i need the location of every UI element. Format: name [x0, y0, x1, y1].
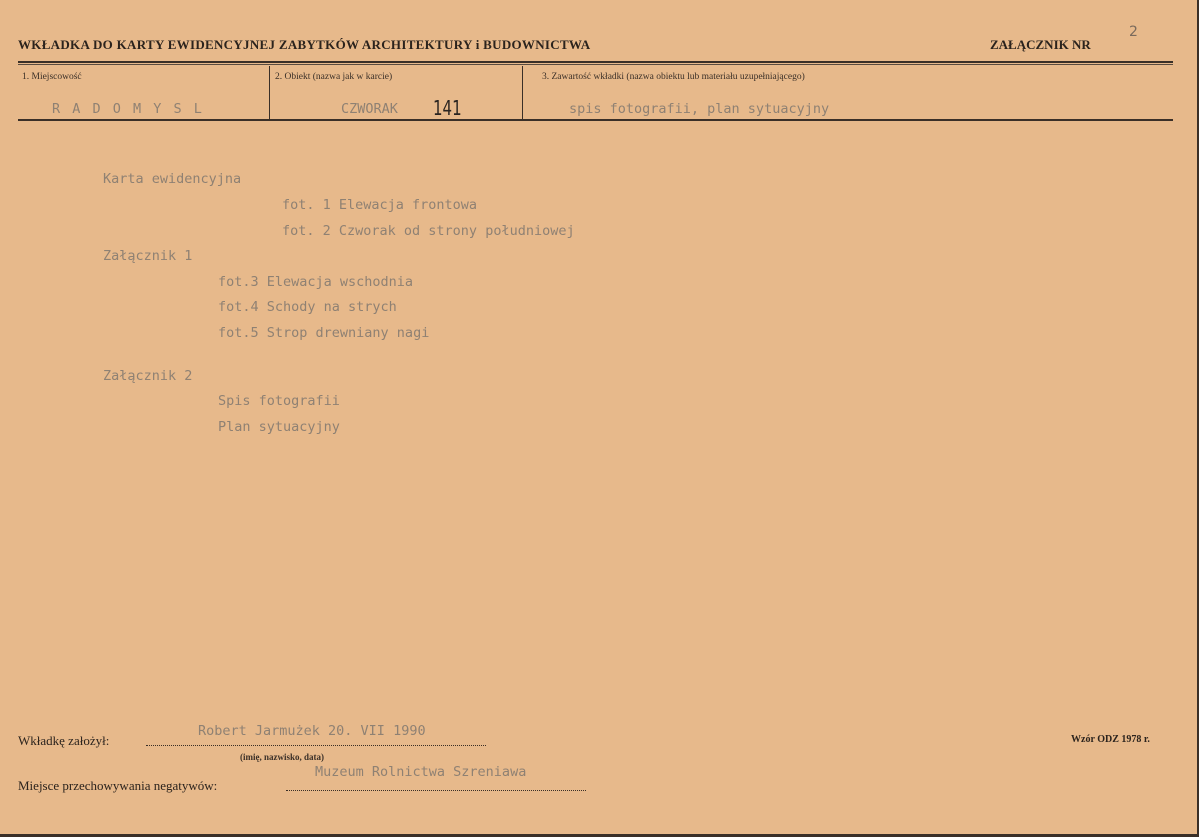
attachment-number: 2 [1129, 24, 1138, 40]
negatives-value: Muzeum Rolnictwa Szreniawa [315, 764, 527, 780]
created-by-line [146, 745, 486, 746]
body-line: fot.4 Schody na strych [218, 299, 397, 315]
created-by-hint: (imię, nazwisko, data) [240, 752, 324, 762]
body-line: Spis fotografii [218, 393, 340, 409]
body-line: Załącznik 1 [103, 248, 193, 264]
field-divider [269, 66, 270, 119]
body-line: fot.5 Strop drewniany nagi [218, 325, 430, 341]
negatives-label: Miejsce przechowywania negatywów: [18, 778, 218, 793]
form-code: Wzór ODZ 1978 r. [1071, 734, 1150, 745]
body-line: Plan sytuacyjny [218, 419, 340, 435]
body-line: fot. 1 Elewacja frontowa [282, 197, 478, 213]
body-line: fot.3 Elewacja wschodnia [218, 274, 414, 290]
contents-label: 3. Zawartość wkładki (nazwa obiektu lub materiału uzupełniającego) [542, 72, 805, 82]
field-divider [522, 66, 523, 119]
locality-label: 1. Miejscowość [22, 72, 82, 82]
locality-value: R A D O M Y S L [52, 101, 204, 117]
created-by-value: Robert Jarmużek 20. VII 1990 [198, 723, 426, 739]
object-label: 2. Obiekt (nazwa jak w karcie) [275, 72, 393, 82]
attachment-label: ZAŁĄCZNIK NR [990, 37, 1091, 52]
object-handwritten-number: 141 [433, 96, 462, 120]
object-value: CZWORAK [341, 101, 398, 117]
contents-value: spis fotografii, plan sytuacyjny [569, 101, 830, 117]
header-rule-thin [18, 64, 1173, 65]
header-rule [18, 61, 1173, 63]
body-line: Załącznik 2 [103, 368, 193, 384]
card-title: WKŁADKA DO KARTY EWIDENCYJNEJ ZABYTKÓW ARCHITEKTURY i BUDOWNICTWA [18, 37, 591, 52]
created-by-label: Wkładkę założył: [18, 733, 110, 748]
negatives-line [286, 790, 586, 791]
fields-bottom-rule [18, 119, 1173, 121]
body-line: Karta ewidencyjna [103, 171, 242, 187]
body-line: fot. 2 Czworak od strony południowej [282, 223, 575, 239]
